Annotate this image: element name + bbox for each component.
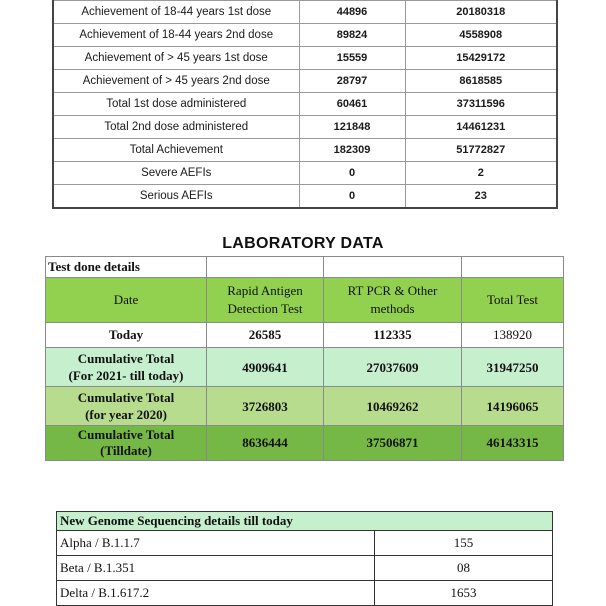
today-rapid: 26585: [207, 323, 324, 348]
table-row: [57, 556, 553, 581]
table-row: [53, 162, 557, 185]
vax-total-value: 51772827: [405, 139, 557, 162]
today-rtpcr: 112335: [324, 323, 462, 348]
vax-day-value: 60461: [299, 93, 405, 116]
vax-label: Achievement of 18-44 years 2nd dose: [53, 24, 299, 47]
vax-day-value: 182309: [299, 139, 405, 162]
table-row: [53, 1, 557, 24]
vax-label: Total 2nd dose administered: [53, 116, 299, 139]
genome-variant: Beta / B.1.351: [57, 556, 375, 581]
today-label: Today: [46, 323, 207, 348]
vax-day-value: 0: [299, 162, 405, 185]
vax-label: Achievement of > 45 years 2nd dose: [53, 70, 299, 93]
vax-label: Total 1st dose administered: [53, 93, 299, 116]
table-row: [53, 116, 557, 139]
genome-variant: Alpha / B.1.1.7: [57, 531, 375, 556]
vax-day-value: 28797: [299, 70, 405, 93]
vax-day-value: 0: [299, 185, 405, 209]
vax-total-value: 4558908: [405, 24, 557, 47]
cum-2021-rapid: 4909641: [207, 348, 324, 387]
vax-label: Total Achievement: [53, 139, 299, 162]
header-total: Total Test: [462, 278, 564, 323]
lab-row-cumulative-2020: [46, 387, 564, 426]
vax-label: Severe AEFIs: [53, 162, 299, 185]
lab-caption-row: [46, 257, 564, 278]
cum-2020-rtpcr: 10469262: [324, 387, 462, 426]
cum-all-total: 46143315: [462, 426, 564, 461]
vaccination-table: [52, 0, 558, 209]
cum-2020-label: [46, 387, 207, 426]
header-rtpcr: [324, 278, 462, 323]
header-rapid-line2: Detection Test: [227, 301, 303, 316]
table-row: [53, 24, 557, 47]
vax-total-value: 2: [405, 162, 557, 185]
vax-day-value: 121848: [299, 116, 405, 139]
cum-2020-rapid: 3726803: [207, 387, 324, 426]
table-row: [53, 139, 557, 162]
vax-label: Achievement of 18-44 years 1st dose: [53, 1, 299, 24]
table-row: [53, 93, 557, 116]
lab-row-cumulative-2021: [46, 348, 564, 387]
cum-all-label: [46, 426, 207, 461]
header-rtpcr-line1: RT PCR & Other: [347, 283, 438, 298]
cum-2021-rtpcr: 27037609: [324, 348, 462, 387]
vax-total-value: 14461231: [405, 116, 557, 139]
blank-cell: [207, 257, 324, 278]
genome-header-row: [57, 512, 553, 531]
cum-2021-label-line2: (For 2021- till today): [68, 368, 184, 383]
vax-label: Achievement of > 45 years 1st dose: [53, 47, 299, 70]
header-rtpcr-line2: methods: [370, 301, 415, 316]
vax-total-value: 20180318: [405, 1, 557, 24]
lab-row-cumulative-tilldate: [46, 426, 564, 461]
header-rapid: [207, 278, 324, 323]
cum-2020-total: 14196065: [462, 387, 564, 426]
vax-total-value: 23: [405, 185, 557, 209]
vax-total-value: 37311596: [405, 93, 557, 116]
genome-variant: Delta / B.1.617.2: [57, 581, 375, 606]
blank-cell: [324, 257, 462, 278]
vax-label: Serious AEFIs: [53, 185, 299, 209]
cum-2021-label-line1: Cumulative Total: [77, 351, 175, 366]
header-rapid-line1: Rapid Antigen: [227, 283, 303, 298]
cum-all-label-line2: (Tilldate): [100, 443, 152, 458]
vax-total-value: 15429172: [405, 47, 557, 70]
blank-cell: [462, 257, 564, 278]
cum-all-label-line1: Cumulative Total: [77, 427, 175, 442]
vax-day-value: 44896: [299, 1, 405, 24]
cum-2020-label-line2: (for year 2020): [85, 407, 167, 422]
cum-2021-label: [46, 348, 207, 387]
genome-count: 1653: [375, 581, 553, 606]
table-row: [53, 185, 557, 209]
genome-count: 155: [375, 531, 553, 556]
vax-day-value: 89824: [299, 24, 405, 47]
genome-count: 08: [375, 556, 553, 581]
table-row: [57, 531, 553, 556]
vax-day-value: 15559: [299, 47, 405, 70]
today-total: 138920: [462, 323, 564, 348]
table-row: [57, 581, 553, 606]
lab-row-today: [46, 323, 564, 348]
table-row: [53, 70, 557, 93]
vaccination-table-body: [53, 1, 557, 209]
vax-total-value: 8618585: [405, 70, 557, 93]
lab-section-title: LABORATORY DATA: [222, 235, 384, 252]
cum-2020-label-line1: Cumulative Total: [77, 390, 175, 405]
cum-2021-total: 31947250: [462, 348, 564, 387]
table-row: [53, 47, 557, 70]
cum-all-rtpcr: 37506871: [324, 426, 462, 461]
header-date: Date: [46, 278, 207, 323]
lab-table: [45, 256, 564, 461]
genome-table: [56, 511, 553, 606]
lab-header-row: [46, 278, 564, 323]
genome-title: New Genome Sequencing details till today: [57, 512, 553, 531]
lab-caption: Test done details: [46, 257, 207, 278]
cum-all-rapid: 8636444: [207, 426, 324, 461]
